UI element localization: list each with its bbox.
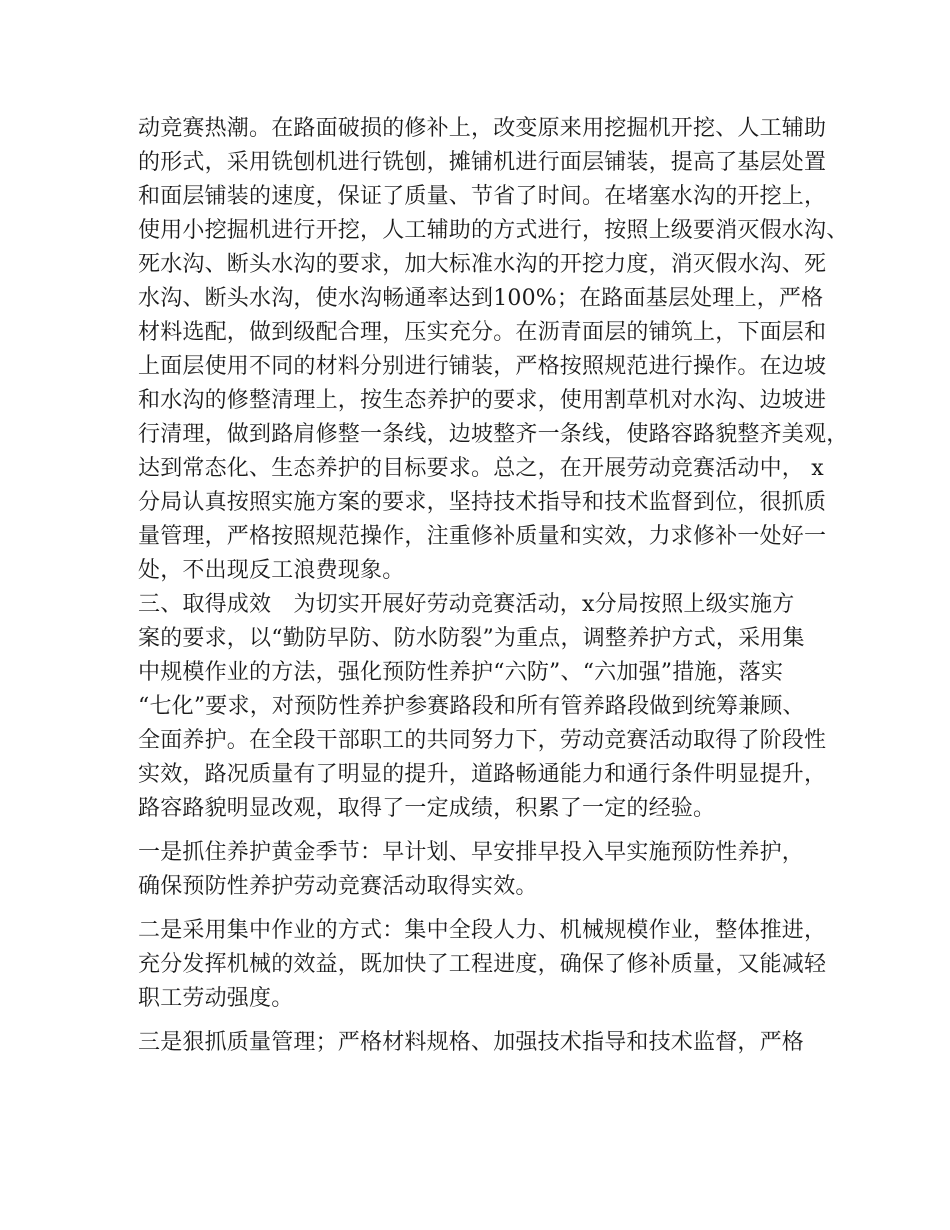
text-line: 处，不出现反工浪费现象。 bbox=[138, 558, 405, 583]
text-line: 分局认真按照实施方案的要求，坚持技术指导和技术监督到位，很抓质 bbox=[138, 490, 827, 515]
list-item-line: 二是采用集中作业的方式：集中全段人力、机械规模作业，整体推进， bbox=[138, 918, 827, 943]
text-line: 使用小挖掘机进行开挖，人工辅助的方式进行，按照上级要消灭假水沟、 bbox=[138, 218, 849, 243]
list-item-line: 三是狠抓质量管理；严格材料规格、加强技术指导和技术监督，严格 bbox=[138, 1030, 805, 1055]
text-line: 行清理，做到路肩修整一条线，边坡整齐一条线，使路容路貌整齐美观， bbox=[138, 422, 849, 447]
text-line: “七化”要求，对预防性养护参赛路段和所有管养路段做到统筹兼顾、 bbox=[138, 694, 805, 719]
text-line: 充分发挥机械的效益，既加快了工程进度，确保了修补质量，又能减轻 bbox=[138, 952, 827, 977]
text-line: 案的要求，以“勤防早防、防水防裂”为重点，调整养护方式，采用集 bbox=[138, 626, 805, 651]
text-line: 实效，路况质量有了明显的提升，道路畅通能力和通行条件明显提升， bbox=[138, 762, 827, 787]
text-line: 量管理，严格按照规范操作，注重修补质量和实效，力求修补一处好一 bbox=[138, 524, 827, 549]
text-line: 确保预防性养护劳动竞赛活动取得实效。 bbox=[138, 874, 538, 899]
text-line: 死水沟、断头水沟的要求，加大标准水沟的开挖力度，消灭假水沟、死 bbox=[138, 252, 827, 277]
text-line: 全面养护。在全段干部职工的共同努力下，劳动竞赛活动取得了阶段性 bbox=[138, 728, 827, 753]
text-line: 动竞赛热潮。在路面破损的修补上，改变原来用挖掘机开挖、人工辅助 bbox=[138, 116, 827, 141]
text-line: 达到常态化、生态养护的目标要求。总之，在开展劳动竞赛活动中， x bbox=[138, 456, 824, 481]
text-line: 和水沟的修整清理上，按生态养护的要求，使用割草机对水沟、边坡进 bbox=[138, 388, 827, 413]
list-item-line: 一是抓住养护黄金季节：早计划、早安排早投入早实施预防性养护， bbox=[138, 840, 805, 865]
text-line: 材料选配，做到级配合理，压实充分。在沥青面层的铺筑上，下面层和 bbox=[138, 320, 827, 345]
text-line: 上面层使用不同的材料分别进行铺装，严格按照规范进行操作。在边坡 bbox=[138, 354, 827, 379]
text-line: 和面层铺装的速度，保证了质量、节省了时间。在堵塞水沟的开挖上， bbox=[138, 184, 827, 209]
section-heading-line: 三、取得成效 为切实开展好劳动竞赛活动，x分局按照上级实施方 bbox=[138, 592, 795, 617]
text-line: 路容路貌明显改观，取得了一定成绩，积累了一定的经验。 bbox=[138, 796, 716, 821]
text-line: 中规模作业的方法，强化预防性养护“六防”、“六加强”措施，落实 bbox=[138, 660, 784, 685]
text-line: 职工劳动强度。 bbox=[138, 986, 294, 1011]
text-line: 水沟、断头水沟，使水沟畅通率达到100%；在路面基层处理上，严格 bbox=[138, 286, 824, 311]
text-line: 的形式，采用铣刨机进行铣刨，摊铺机进行面层铺装，提高了基层处置 bbox=[138, 150, 827, 175]
